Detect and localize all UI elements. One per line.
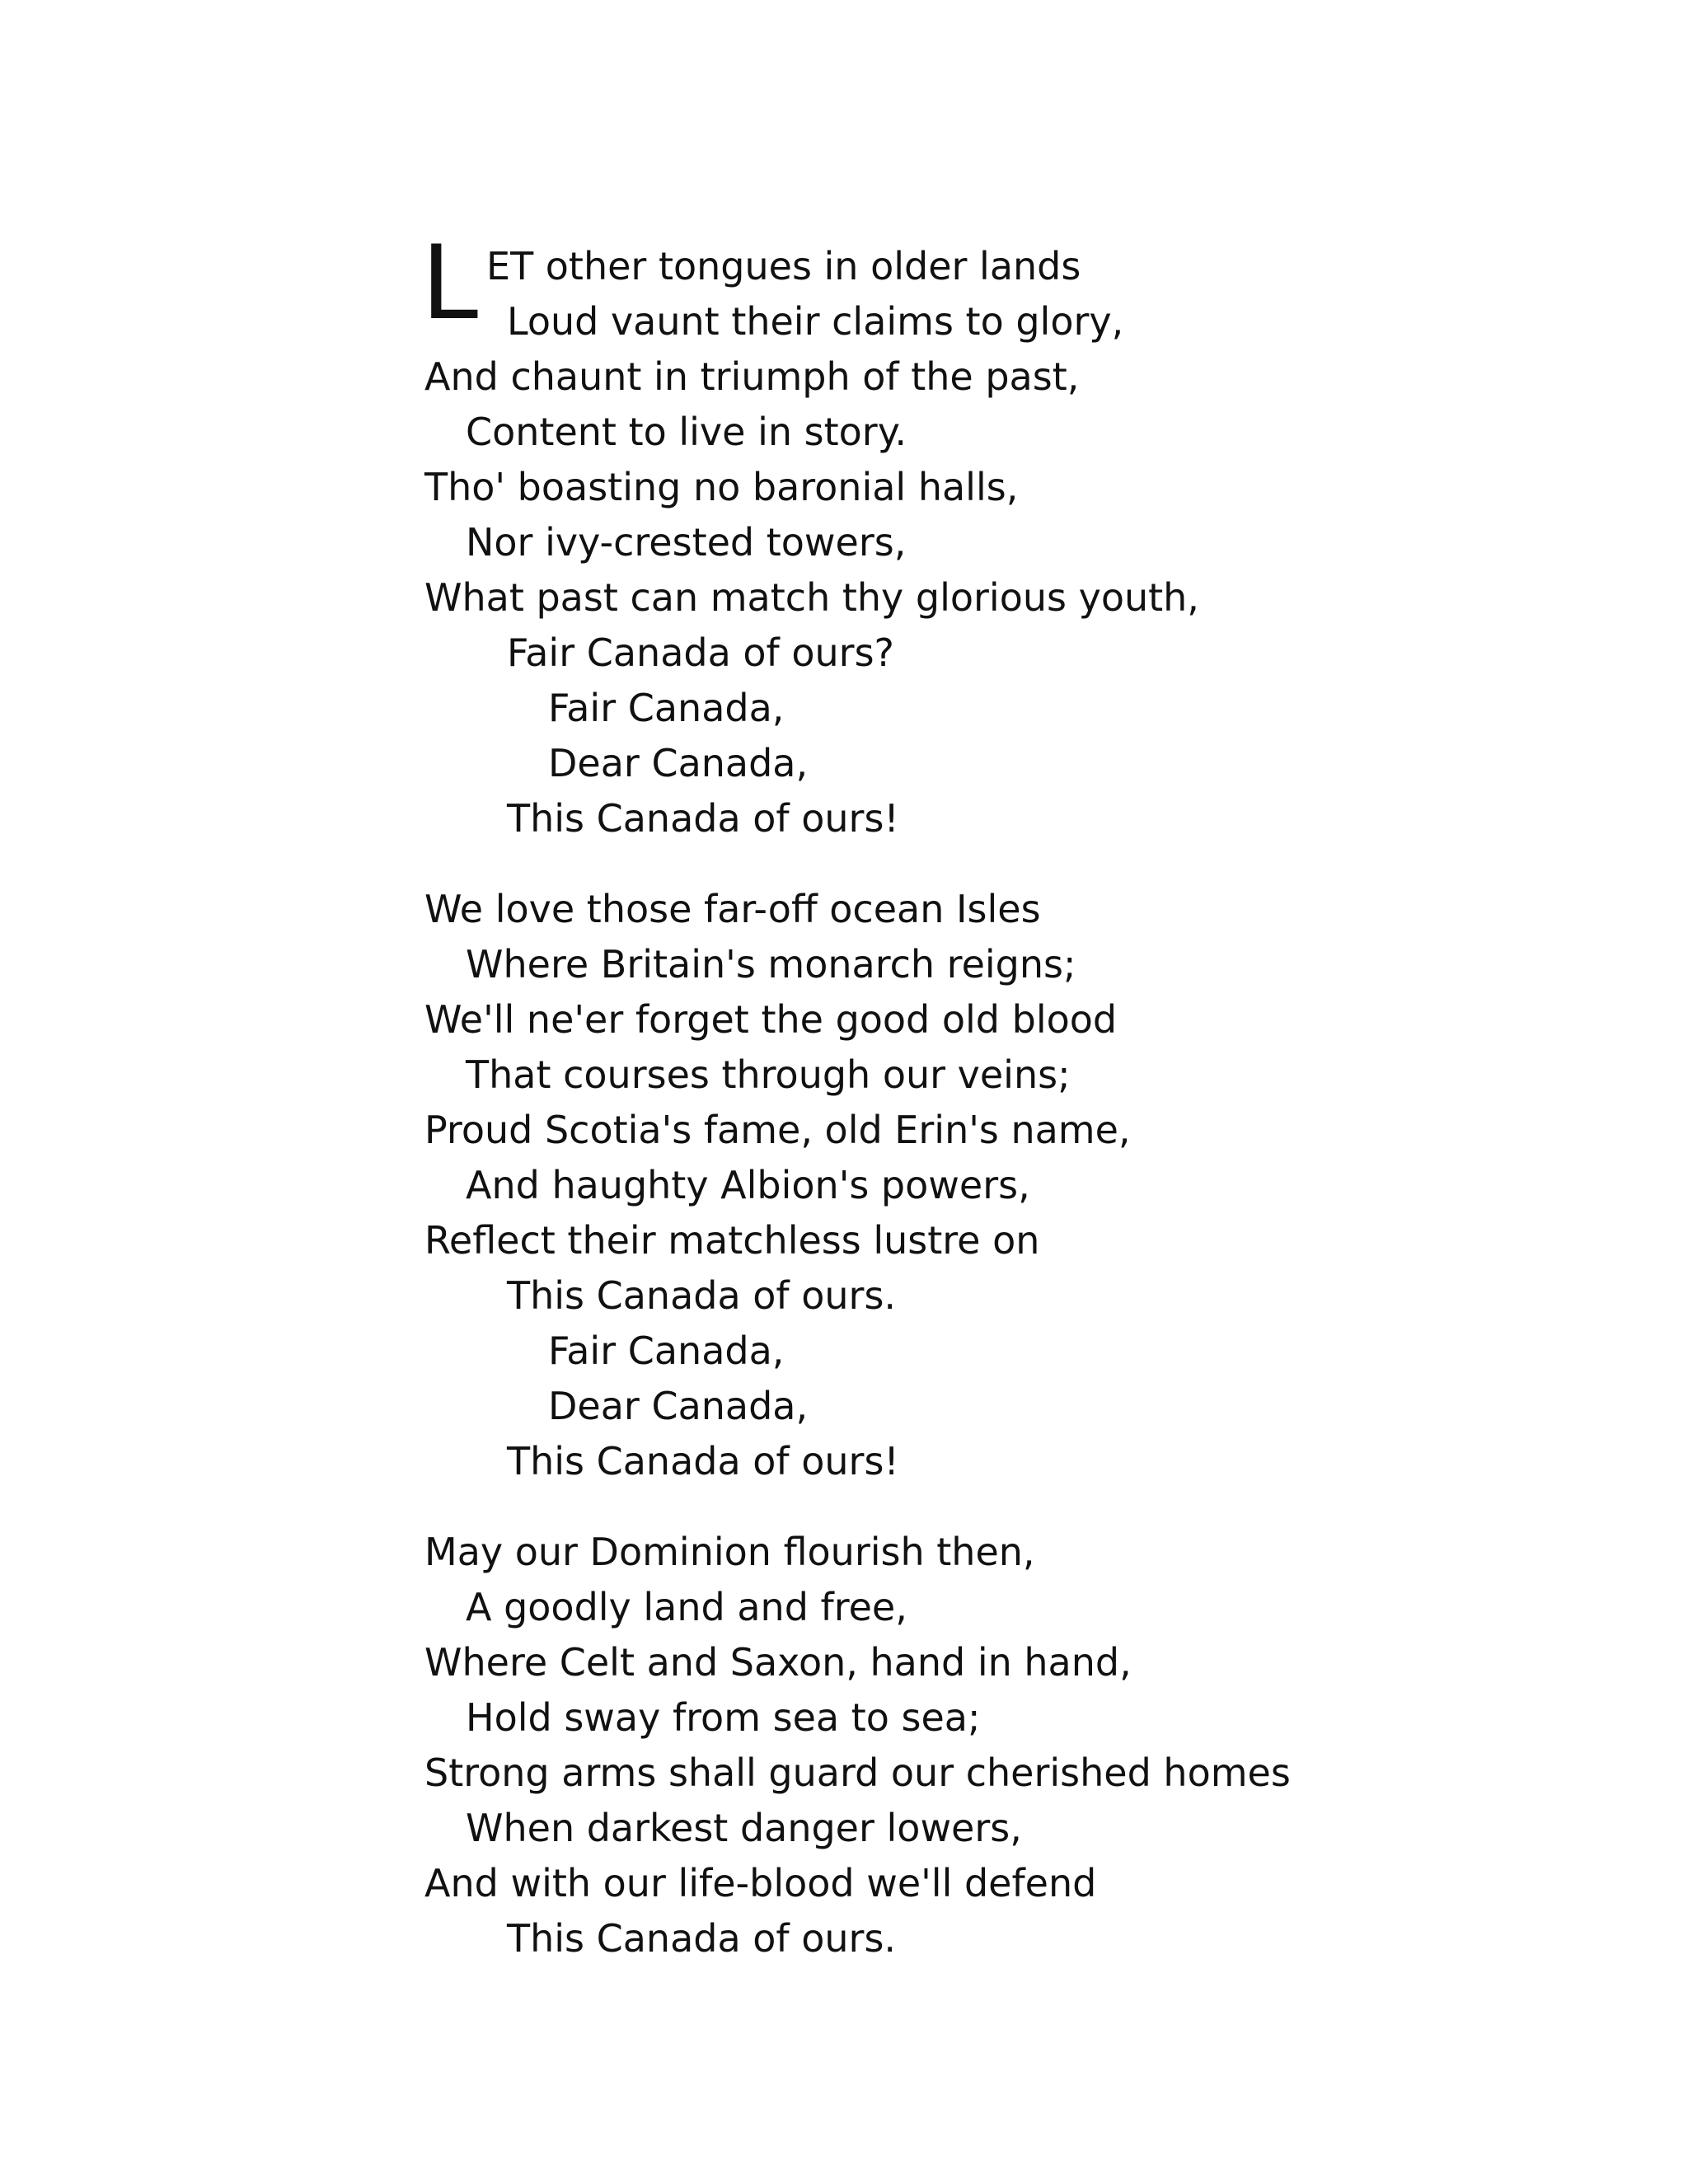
poem bbox=[421, 224, 1496, 2002]
stanza-3 bbox=[424, 1525, 1496, 1966]
poem-line: What past can match thy glorious youth, bbox=[424, 575, 1199, 620]
poem-line: This Canada of ours. bbox=[507, 1273, 897, 1318]
poem-line: Fair Canada, bbox=[548, 1329, 785, 1373]
poem-line: This Canada of ours. bbox=[507, 1916, 897, 1961]
poem-line: A goodly land and free, bbox=[466, 1585, 907, 1629]
poem-line: This Canada of ours! bbox=[507, 1439, 899, 1483]
first-line-text: ET other tongues in older lands bbox=[486, 244, 1081, 288]
poem-line: Reflect their matchless lustre on bbox=[424, 1218, 1040, 1263]
poem-line: This Canada of ours! bbox=[507, 796, 899, 841]
poem-line: Fair Canada, bbox=[548, 686, 785, 730]
poem-line: We love those far-off ocean Isles bbox=[424, 887, 1041, 931]
poem-line: Proud Scotia's fame, old Erin's name, bbox=[424, 1108, 1131, 1152]
poem-line: And with our life-blood we'll defend bbox=[424, 1861, 1097, 1905]
poem-line: Dear Canada, bbox=[548, 1384, 809, 1428]
poem-line: Content to live in story. bbox=[466, 410, 907, 454]
poem-line: Dear Canada, bbox=[548, 741, 809, 785]
poem-line: Hold sway from sea to sea; bbox=[466, 1695, 981, 1740]
poem-line: That courses through our veins; bbox=[466, 1052, 1071, 1097]
poem-line: Fair Canada of ours? bbox=[507, 630, 894, 675]
poem-line: Tho' boasting no baronial halls, bbox=[424, 465, 1019, 509]
poem-line: And chaunt in triumph of the past, bbox=[424, 354, 1080, 399]
poem-line: Nor ivy-crested towers, bbox=[466, 520, 907, 565]
poem-line: Loud vaunt their claims to glory, bbox=[507, 299, 1124, 344]
poem-line: We'll ne'er forget the good old blood bbox=[424, 997, 1118, 1042]
drop-cap: L bbox=[421, 224, 479, 343]
poem-line: When darkest danger lowers, bbox=[466, 1806, 1022, 1850]
stanza-1 bbox=[421, 224, 1496, 846]
poem-line: May our Dominion flourish then, bbox=[424, 1530, 1035, 1574]
stanza-2 bbox=[424, 882, 1496, 1489]
poem-line: Where Britain's monarch reigns; bbox=[466, 942, 1076, 987]
poem-line: Strong arms shall guard our cherished homes bbox=[424, 1750, 1291, 1795]
poem-line: And haughty Albion's powers, bbox=[466, 1163, 1030, 1207]
poem-line: Where Celt and Saxon, hand in hand, bbox=[424, 1640, 1132, 1685]
